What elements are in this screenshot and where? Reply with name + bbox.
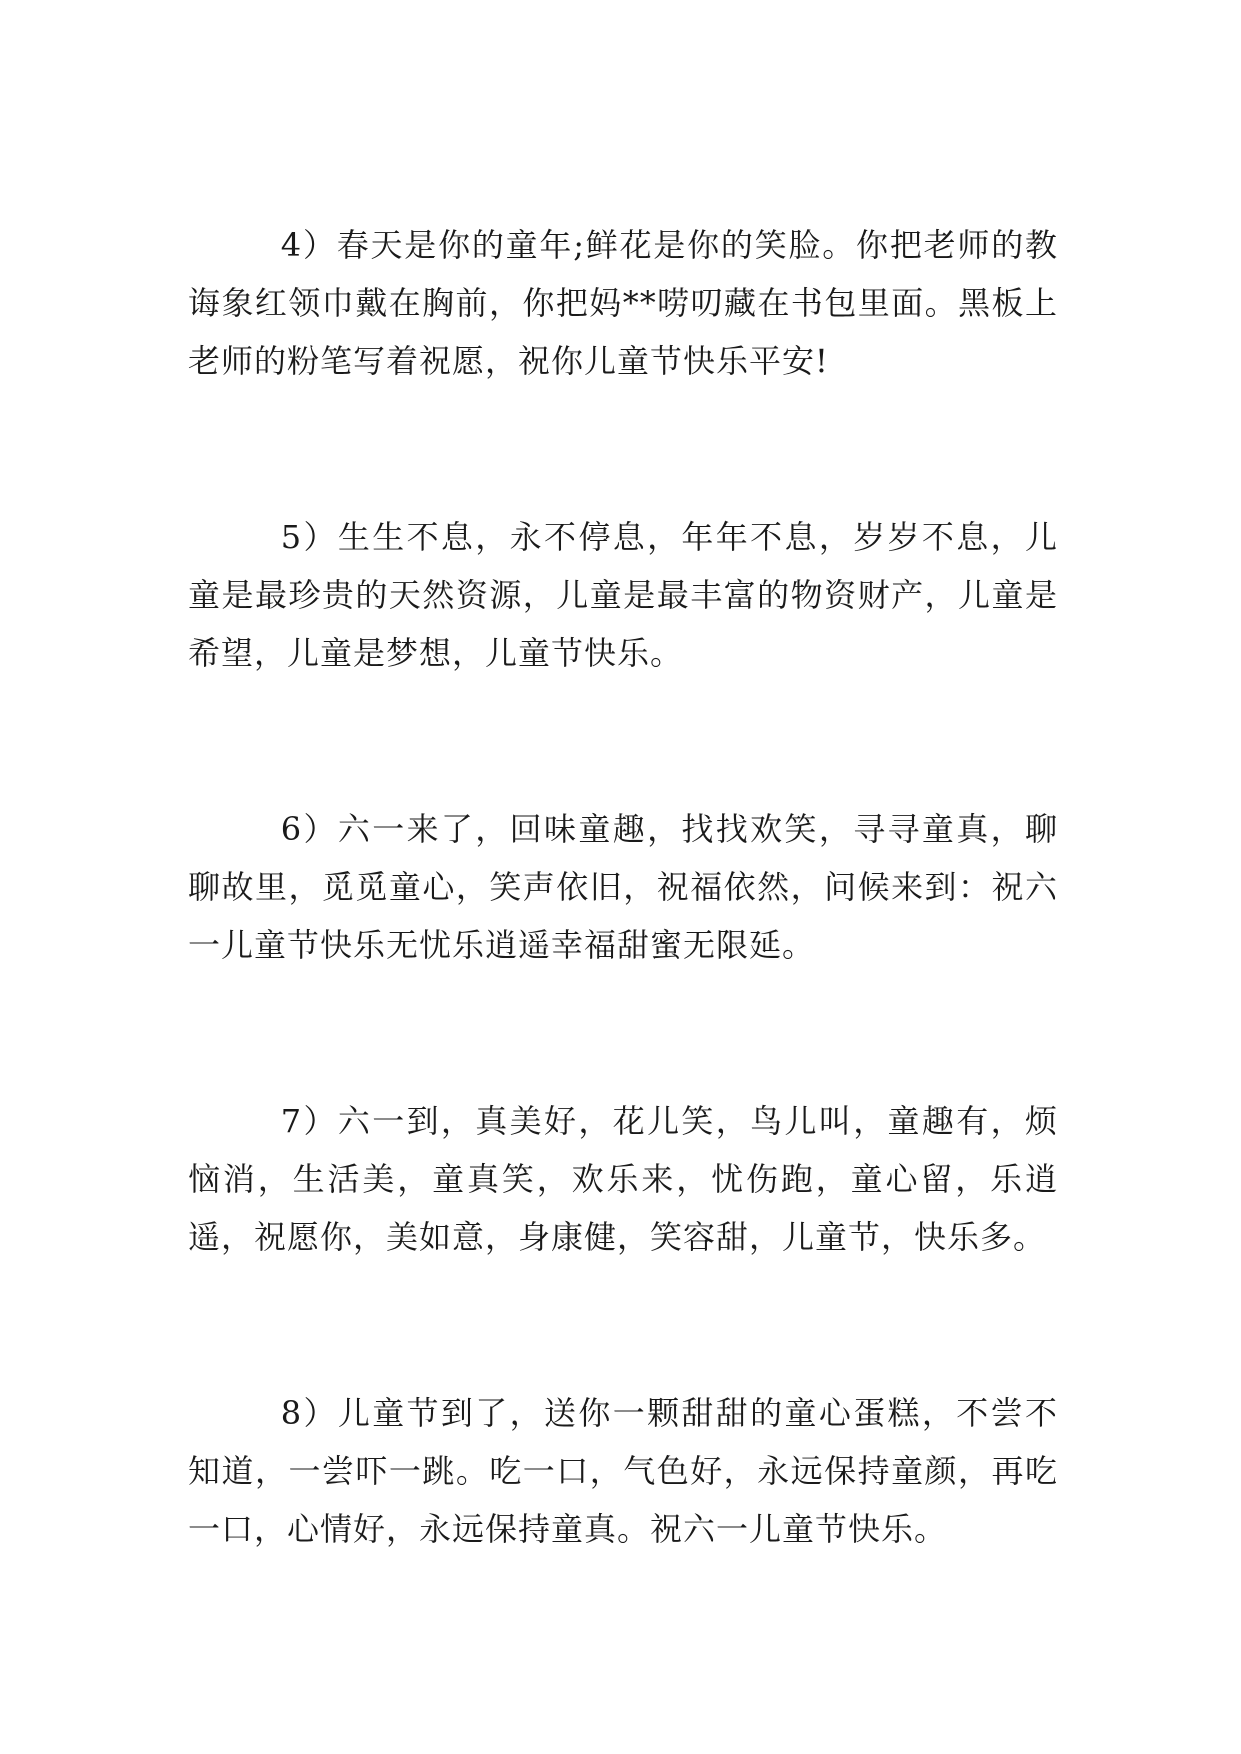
paragraph-7: 7）六一到，真美好，花儿笑，鸟儿叫，童趣有，烦恼消，生活美，童真笑，欢乐来，忧伤跑，童心留，乐逍遥，祝愿你，美如意，身康健，笑容甜，儿童节，快乐多。 — [188, 1102, 1058, 1256]
paragraph-4: 4）春天是你的童年;鲜花是你的笑脸。你把老师的教诲象红领巾戴在胸前，你把妈**唠叨藏在书包里面。黑板上老师的粉笔写着祝愿，祝你儿童节快乐平安! — [188, 226, 1058, 380]
paragraph-5: 5）生生不息，永不停息，年年不息，岁岁不息，儿童是最珍贵的天然资源，儿童是最丰富的物资财产，儿童是希望，儿童是梦想，儿童节快乐。 — [188, 518, 1058, 672]
paragraph-6: 6）六一来了，回味童趣，找找欢笑，寻寻童真，聊聊故里，觅觅童心，笑声依旧，祝福依然，问候来到：祝六一儿童节快乐无忧乐逍遥幸福甜蜜无限延。 — [188, 810, 1058, 964]
paragraph-8: 8）儿童节到了，送你一颗甜甜的童心蛋糕，不尝不知道，一尝吓一跳。吃一口，气色好，永远保持童颜，再吃一口，心情好，永远保持童真。祝六一儿童节快乐。 — [188, 1394, 1058, 1548]
